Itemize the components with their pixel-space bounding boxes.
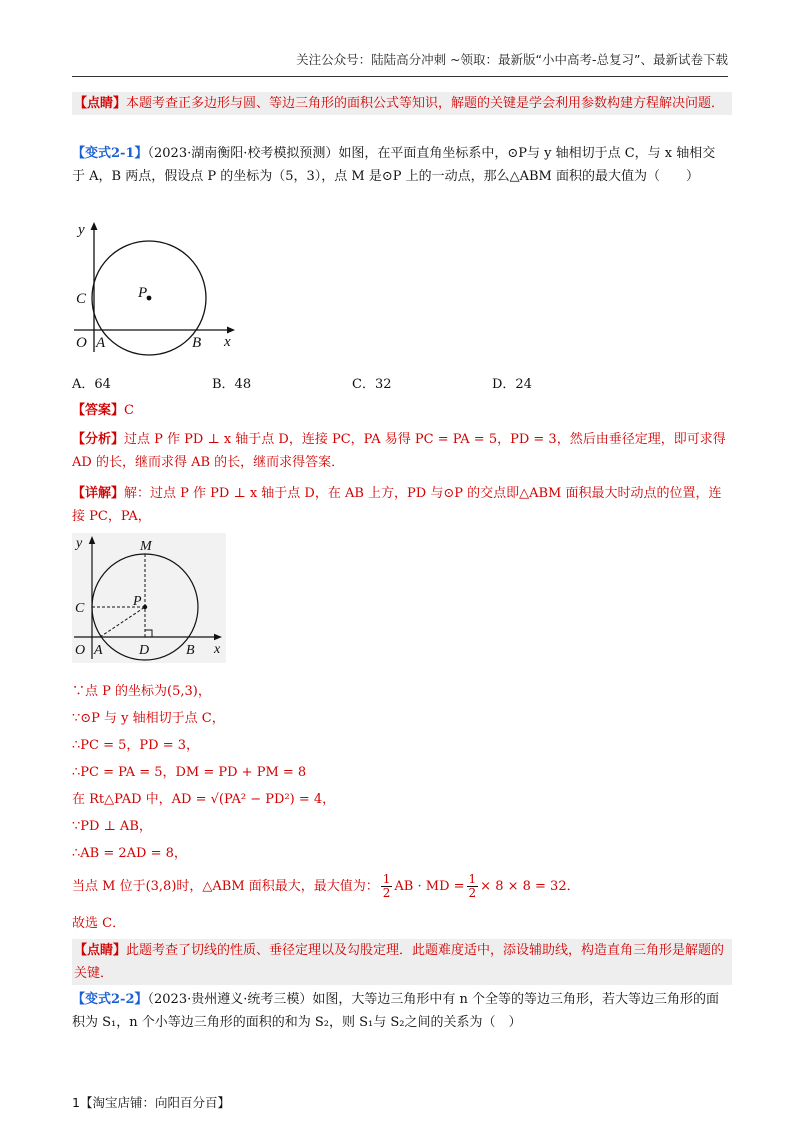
step-4: ∴PC = PA = 5，DM = PD + PM = 8 <box>72 765 307 780</box>
fig2-label-P: P <box>133 594 142 609</box>
note-2-text: 此题考查了切线的性质、垂径定理以及勾股定理．此题难度适中，添设辅助线，构造直角三角形是解题的关键． <box>74 943 725 981</box>
note-1-tag: 【点睛】 <box>74 96 127 111</box>
answer-tag: 【答案】 <box>72 403 125 418</box>
fraction-2-num: 1 <box>468 872 477 886</box>
note-1 <box>72 92 732 115</box>
option-d[interactable]: D．24 <box>492 377 532 392</box>
choose-line: 故选 C． <box>72 916 126 931</box>
fraction-1-num: 1 <box>382 872 391 886</box>
fig1-label-B: B <box>192 335 202 351</box>
detail-tag: 【详解】 <box>72 486 125 501</box>
analysis-tag: 【分析】 <box>72 432 125 447</box>
step-1: ∵点 P 的坐标为(5,3)， <box>72 684 211 699</box>
page-header: 关注公众号：陆陆高分冲刺 ~领取：最新版“小中高考-总复习”、最新试卷下载 <box>296 52 728 67</box>
fig1-label-O: O <box>76 335 87 351</box>
fig1-label-x: x <box>224 334 231 350</box>
question-2-2-text: （2023·贵州遵义·统考三模）如图，大等边三角形中有 n 个全等的等边三角形，若大等边三角形的面积为 S₁，n 个小等边三角形的面积的和为 S₂，则 S₁与 S₂之间的关系为（ ） <box>72 992 719 1030</box>
final-post: × 8 × 8 = 32． <box>480 879 580 894</box>
fig2-label-C: C <box>75 601 85 616</box>
fig2-label-O: O <box>75 643 86 658</box>
option-b[interactable]: B．48 <box>212 377 252 392</box>
question-2-1-tag: 【变式2-1】 <box>72 146 148 161</box>
step-3: ∴PC = 5，PD = 3， <box>72 738 199 753</box>
fig1-label-C: C <box>76 291 87 307</box>
fig2-label-A: A <box>94 643 103 658</box>
fraction-1-den: 2 <box>382 886 391 900</box>
detail <box>72 482 728 528</box>
fig2-label-y: y <box>76 536 83 551</box>
final-mid: AB · MD = <box>394 879 465 894</box>
figure-2 <box>72 533 226 663</box>
answer-text: C <box>124 403 134 418</box>
detail-text: 解：过点 P 作 PD ⊥ x 轴于点 D，在 AB 上方，PD 与⊙P 的交点即△ABM 面积最大时动点的位置，连接 PC，PA， <box>72 486 722 524</box>
analysis-text: 过点 P 作 PD ⊥ x 轴于点 D，连接 PC，PA 易得 PC = PA = 5，PD = 3，然后由垂径定理，即可求得 AD 的长，继而求得 AB 的长，继而求得答案． <box>72 432 726 470</box>
step-7: ∴AB = 2AD = 8， <box>72 846 187 861</box>
option-c[interactable]: C．32 <box>352 377 392 392</box>
option-a[interactable]: A．64 <box>72 377 111 392</box>
final-pre: 当点 M 位于(3,8)时，△ABM 面积最大，最大值为： <box>72 879 379 894</box>
note-2-tag: 【点睛】 <box>74 943 127 958</box>
fig2-label-M: M <box>140 539 152 554</box>
note-2 <box>72 939 732 985</box>
question-2-2 <box>72 988 728 1034</box>
question-2-1-text: （2023·湖南衡阳·校考模拟预测）如图，在平面直角坐标系中，⊙P与 y 轴相切于点 C，与 x 轴相交于 A，B 两点，假设点 P 的坐标为（5，3），点 M 是⊙P 上的一动点，那么△ABM 面积的最大值为（ ） <box>72 146 716 184</box>
step-5: 在 Rt△PAD 中，AD = √(PA² − PD²) = 4， <box>72 792 336 807</box>
page-footer: 1【淘宝店铺：向阳百分百】 <box>72 1095 230 1110</box>
analysis <box>72 428 728 474</box>
header-rule <box>72 76 728 77</box>
fig1-label-P: P <box>138 285 148 301</box>
fraction-1 <box>381 873 393 900</box>
question-2-1 <box>72 142 728 188</box>
question-2-2-tag: 【变式2-2】 <box>72 992 148 1007</box>
fraction-2 <box>467 873 479 900</box>
fig2-label-B: B <box>186 643 195 658</box>
step-6: ∵PD ⊥ AB， <box>72 819 152 834</box>
note-1-text: 本题考查正多边形与圆、等边三角形的面积公式等知识，解题的关键是学会利用参数构建方程解决问题． <box>126 96 725 111</box>
options-row <box>72 373 632 392</box>
figure-1 <box>72 220 242 360</box>
final-line <box>72 873 580 900</box>
fig2-label-D: D <box>139 643 150 658</box>
fraction-2-den: 2 <box>468 886 477 900</box>
fig2-label-x: x <box>214 642 221 657</box>
answer-line <box>72 400 134 422</box>
fig1-label-A: A <box>96 335 106 351</box>
step-2: ∵⊙P 与 y 轴相切于点 C， <box>72 711 225 726</box>
fig1-label-y: y <box>78 222 85 238</box>
